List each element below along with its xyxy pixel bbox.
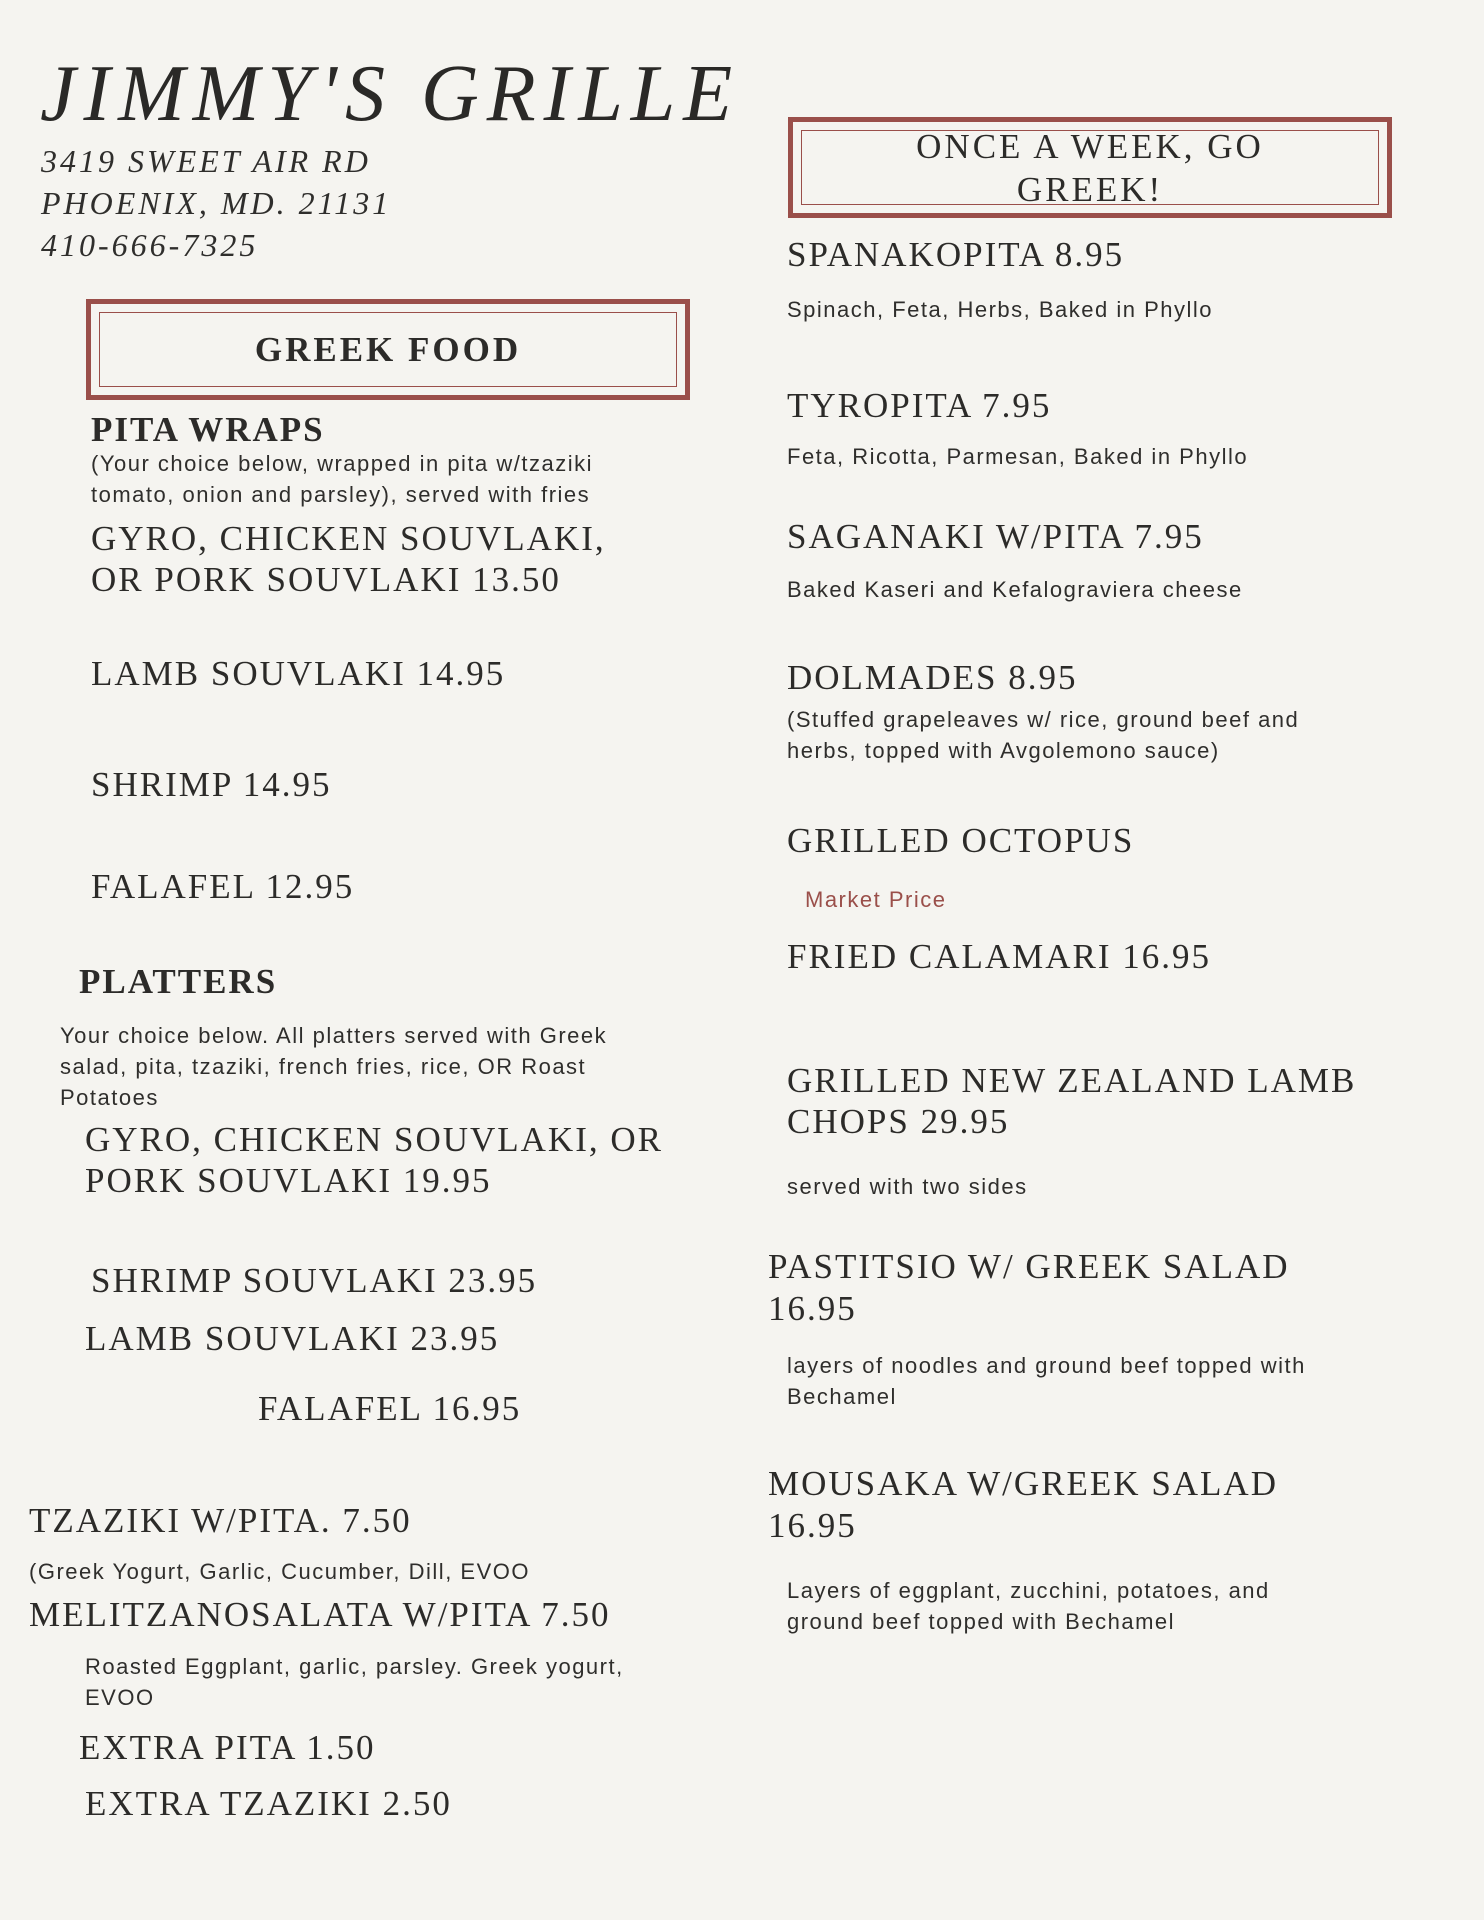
menu-item-spanakopita: SPANAKOPITA 8.95 <box>787 235 1125 274</box>
platters-description-3: Potatoes <box>60 1085 159 1110</box>
menu-item-falafel-wrap: FALAFEL 12.95 <box>91 867 355 906</box>
once-a-week-banner <box>788 117 1392 218</box>
dolmades-description-1: (Stuffed grapeleaves w/ rice, ground beef and <box>787 707 1300 732</box>
saganaki-description: Baked Kaseri and Kefalograviera cheese <box>787 577 1243 602</box>
melitzanosalata-description-2: EVOO <box>85 1685 155 1710</box>
address-line-1: 3419 SWEET AIR RD <box>41 143 371 179</box>
platters-description-1: Your choice below. All platters served with Greek <box>60 1023 608 1048</box>
pita-wraps-heading: PITA WRAPS <box>91 410 325 449</box>
pita-wraps-description-1: (Your choice below, wrapped in pita w/tzaziki <box>91 451 594 476</box>
pita-wraps-description-2: tomato, onion and parsley), served with fries <box>91 482 591 507</box>
menu-item-lamb-chops-line-1: GRILLED NEW ZEALAND LAMB <box>787 1061 1357 1100</box>
banner-line-2: GREEK! <box>1016 169 1164 209</box>
menu-item-lamb-souvlaki-platter: LAMB SOUVLAKI 23.95 <box>85 1319 500 1358</box>
greek-food-section-title: GREEK FOOD <box>254 330 522 369</box>
restaurant-title: JIMMY'S GRILLE <box>40 50 741 138</box>
menu-item-extra-tzaziki: EXTRA TZAZIKI 2.50 <box>85 1784 452 1823</box>
dolmades-description-2: herbs, topped with Avgolemono sauce) <box>787 738 1220 763</box>
address-line-2: PHOENIX, MD. 21131 <box>41 185 392 221</box>
menu-item-gyro-wrap-line-1: GYRO, CHICKEN SOUVLAKI, <box>91 519 606 558</box>
lamb-chops-description: served with two sides <box>787 1174 1028 1199</box>
menu-item-falafel-platter: FALAFEL 16.95 <box>258 1389 522 1428</box>
tyropita-description: Feta, Ricotta, Parmesan, Baked in Phyllo <box>787 444 1249 469</box>
platters-heading: PLATTERS <box>79 962 278 1001</box>
menu-item-shrimp-souvlaki-platter: SHRIMP SOUVLAKI 23.95 <box>91 1261 538 1300</box>
platters-description-2: salad, pita, tzaziki, french fries, rice, OR Roast <box>60 1054 587 1079</box>
tzaziki-description: (Greek Yogurt, Garlic, Cucumber, Dill, EVOO <box>29 1559 530 1584</box>
menu-item-dolmades: DOLMADES 8.95 <box>787 658 1078 697</box>
menu-item-lamb-chops-line-2: CHOPS 29.95 <box>787 1102 1010 1141</box>
menu-item-melitzanosalata: MELITZANOSALATA W/PITA 7.50 <box>29 1595 611 1634</box>
mousaka-description-1: Layers of eggplant, zucchini, potatoes, and <box>787 1578 1270 1603</box>
spanakopita-description: Spinach, Feta, Herbs, Baked in Phyllo <box>787 297 1214 322</box>
menu-item-gyro-platter-line-1: GYRO, CHICKEN SOUVLAKI, OR <box>85 1120 663 1159</box>
menu-item-tyropita: TYROPITA 7.95 <box>787 386 1052 425</box>
phone-number: 410-666-7325 <box>41 227 259 263</box>
menu-item-grilled-octopus: GRILLED OCTOPUS <box>787 821 1135 860</box>
pastitsio-description-1: layers of noodles and ground beef topped with <box>787 1353 1306 1378</box>
menu-item-tzaziki: TZAZIKI W/PITA. 7.50 <box>29 1501 412 1540</box>
menu-item-lamb-souvlaki-wrap: LAMB SOUVLAKI 14.95 <box>91 654 506 693</box>
mousaka-description-2: ground beef topped with Bechamel <box>787 1609 1176 1634</box>
menu-item-pastitsio-line-1: PASTITSIO W/ GREEK SALAD <box>768 1247 1290 1286</box>
octopus-market-price: Market Price <box>805 887 947 912</box>
menu-item-fried-calamari: FRIED CALAMARI 16.95 <box>787 937 1212 976</box>
menu-item-saganaki: SAGANAKI W/PITA 7.95 <box>787 517 1204 556</box>
menu-item-gyro-wrap-line-2: OR PORK SOUVLAKI 13.50 <box>91 560 561 599</box>
menu-item-mousaka-line-1: MOUSAKA W/GREEK SALAD <box>768 1464 1278 1503</box>
melitzanosalata-description-1: Roasted Eggplant, garlic, parsley. Greek yogurt, <box>85 1654 624 1679</box>
menu-item-extra-pita: EXTRA PITA 1.50 <box>79 1728 376 1767</box>
menu-item-gyro-platter-line-2: PORK SOUVLAKI 19.95 <box>85 1161 492 1200</box>
menu-item-shrimp-wrap: SHRIMP 14.95 <box>91 765 332 804</box>
greek-food-section-box <box>86 299 690 400</box>
banner-line-1: ONCE A WEEK, GO <box>916 126 1264 166</box>
menu-item-pastitsio-line-2: 16.95 <box>768 1289 857 1328</box>
pastitsio-description-2: Bechamel <box>787 1384 897 1409</box>
menu-item-mousaka-line-2: 16.95 <box>768 1506 857 1545</box>
